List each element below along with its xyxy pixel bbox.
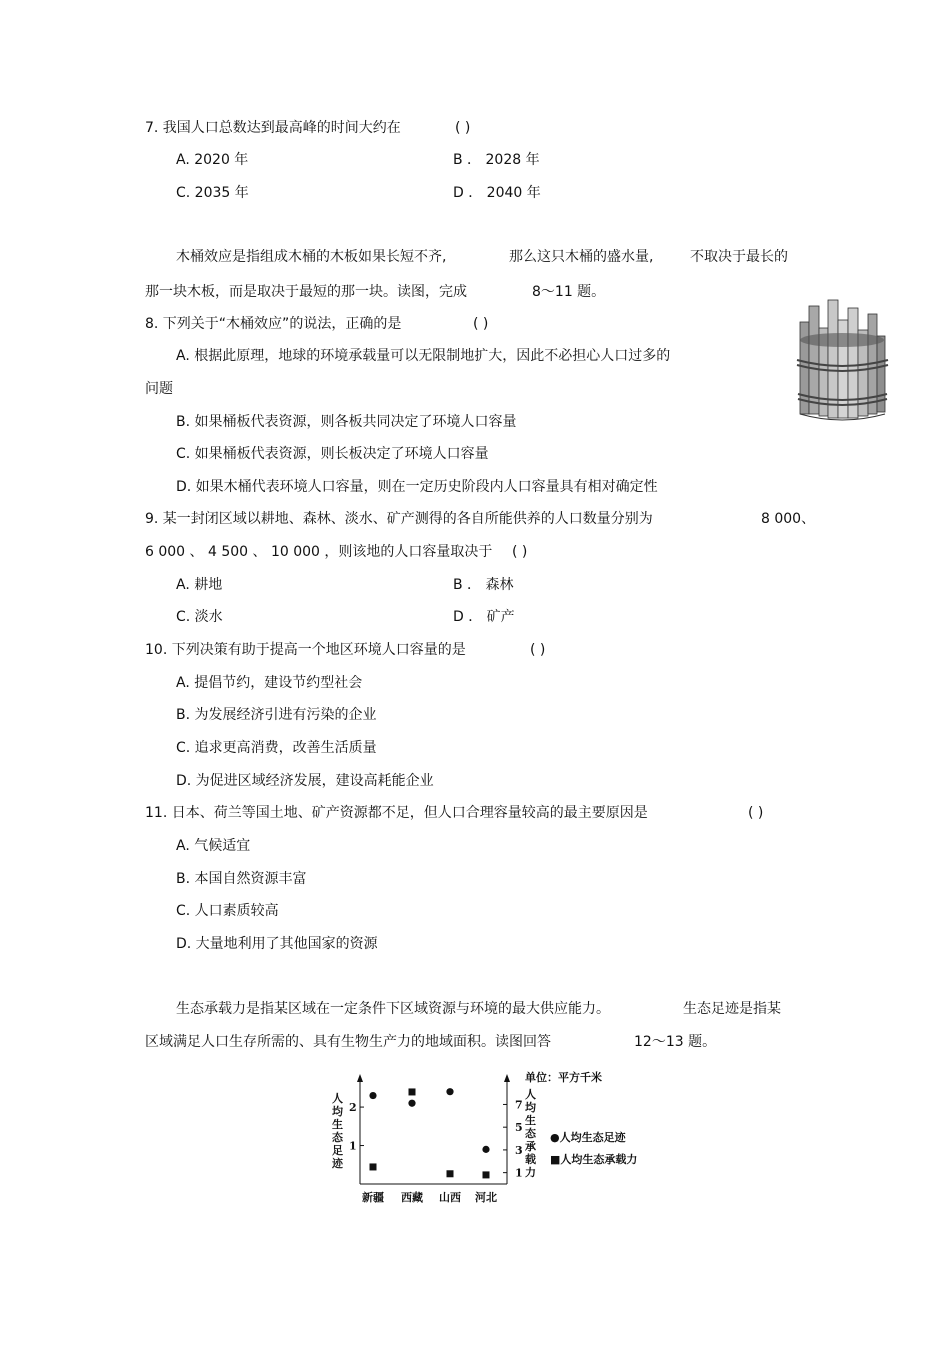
q9-option-c: C. 淡水 [176,609,223,625]
q10-stem: 10. 下列决策有助于提高一个地区环境人口容量的是 [145,642,466,658]
q11-option-c: C. 人口素质较高 [176,903,279,919]
left-axis-tick-label: 2 [349,1101,357,1115]
q9-option-d: D ． 矿产 [453,609,515,625]
x-category-label: 新疆 [362,1191,384,1204]
right-axis-tick-label: 7 [515,1098,523,1112]
capacity-point [447,1170,454,1177]
q10-option-b: B. 为发展经济引进有污染的企业 [176,707,377,723]
q8-option-b: B. 如果桶板代表资源，则各板共同决定了环境人口容量 [176,414,517,430]
x-category-label: 山西 [439,1191,461,1204]
q10-answer-paren: ( ) [530,642,546,658]
x-category-label: 河北 [475,1191,497,1204]
q9-stem-line2: 6 000 、 4 500 、 10 000 ，则该地的人口容量取决于 [145,544,493,560]
q7-answer-paren: ( ) [455,120,471,136]
q11-option-b: B. 本国自然资源丰富 [176,871,307,887]
right-axis-arrow [504,1074,510,1082]
legend-footprint: ●人均生态足迹 [550,1131,626,1144]
footprint-point [446,1088,453,1095]
q11-option-a: A. 气候适宜 [176,838,251,854]
legend-capacity: ■人均生态承载力 [550,1153,638,1166]
footprint-point [482,1146,489,1153]
q7-stem: 7. 我国人口总数达到最高峰的时间大约在 [145,120,401,136]
q10-option-a: A. 提倡节约，建设节约型社会 [176,675,363,691]
q7-option-a: A. 2020 年 [176,152,249,168]
q7-option-b: B ． 2028 年 [453,152,540,168]
q9-answer-paren: ( ) [512,544,528,560]
left-axis-label: 人均生态足迹 [332,1092,343,1170]
ecological-footprint-chart [325,1066,670,1206]
q9-stem-line1: 9. 某一封闭区域以耕地、森林、淡水、矿产测得的各自所能供养的人口数量分别为 [145,511,653,527]
footprint-point [369,1092,376,1099]
passage2-line1b: 生态足迹是指某 [683,1001,781,1017]
q8-answer-paren: ( ) [473,316,489,332]
capacity-point [370,1163,377,1170]
unit-label: 单位：平方千米 [525,1071,602,1084]
q9-stem-line1-end: 8 000、 [761,511,816,527]
q8-stem: 8. 下列关于“木桶效应”的说法，正确的是 [145,316,402,332]
q11-option-d: D. 大量地利用了其他国家的资源 [176,936,378,952]
q7-option-c: C. 2035 年 [176,185,249,201]
passage2-line2a: 区域满足人口生存所需的、具有生物生产力的地域面积。读图回答 [145,1034,551,1050]
q8-option-c: C. 如果桶板代表资源，则长板决定了环境人口容量 [176,446,489,462]
q9-option-a: A. 耕地 [176,577,223,593]
q8-option-a-line1: A. 根据此原理，地球的环境承载量可以无限制地扩大，因此不必担心人口过多的 [176,348,671,364]
capacity-point [409,1088,416,1095]
right-axis-tick-label: 1 [515,1166,523,1180]
right-axis-tick-label: 5 [515,1121,523,1135]
q11-stem: 11. 日本、荷兰等国土地、矿产资源都不足，但人口合理容量较高的最主要原因是 [145,805,648,821]
right-axis-tick-label: 3 [515,1143,523,1157]
passage1-line1c: 不取决于最长的 [690,249,788,265]
passage1-line2a: 那一块木板，而是取决于最短的那一块。读图，完成 [145,284,467,300]
q10-option-c: C. 追求更高消费，改善生活质量 [176,740,377,756]
right-axis-label: 人均生态承载力 [525,1088,536,1179]
q10-option-d: D. 为促进区域经济发展，建设高耗能企业 [176,773,434,789]
q8-option-a-line2: 问题 [145,381,173,397]
passage2-line2b: 12～13 题。 [634,1034,717,1050]
q11-answer-paren: ( ) [748,805,764,821]
passage1-line1a: 木桶效应是指组成木桶的木板如果长短不齐, [176,249,447,265]
left-axis-arrow [357,1074,363,1082]
footprint-point [408,1100,415,1107]
wooden-bucket-illustration [790,298,895,428]
q8-option-d: D. 如果木桶代表环境人口容量，则在一定历史阶段内人口容量具有相对确定性 [176,479,658,495]
passage1-line1b: 那么这只木桶的盛水量, [509,249,654,265]
left-axis-tick-label: 1 [349,1139,357,1153]
q7-option-d: D ． 2040 年 [453,185,541,201]
capacity-point [483,1171,490,1178]
x-category-label: 西藏 [401,1191,423,1204]
passage2-line1a: 生态承载力是指某区域在一定条件下区域资源与环境的最大供应能力。 [176,1001,610,1017]
q9-option-b: B ． 森林 [453,577,514,593]
passage1-line2b: 8～11 题。 [532,284,606,300]
